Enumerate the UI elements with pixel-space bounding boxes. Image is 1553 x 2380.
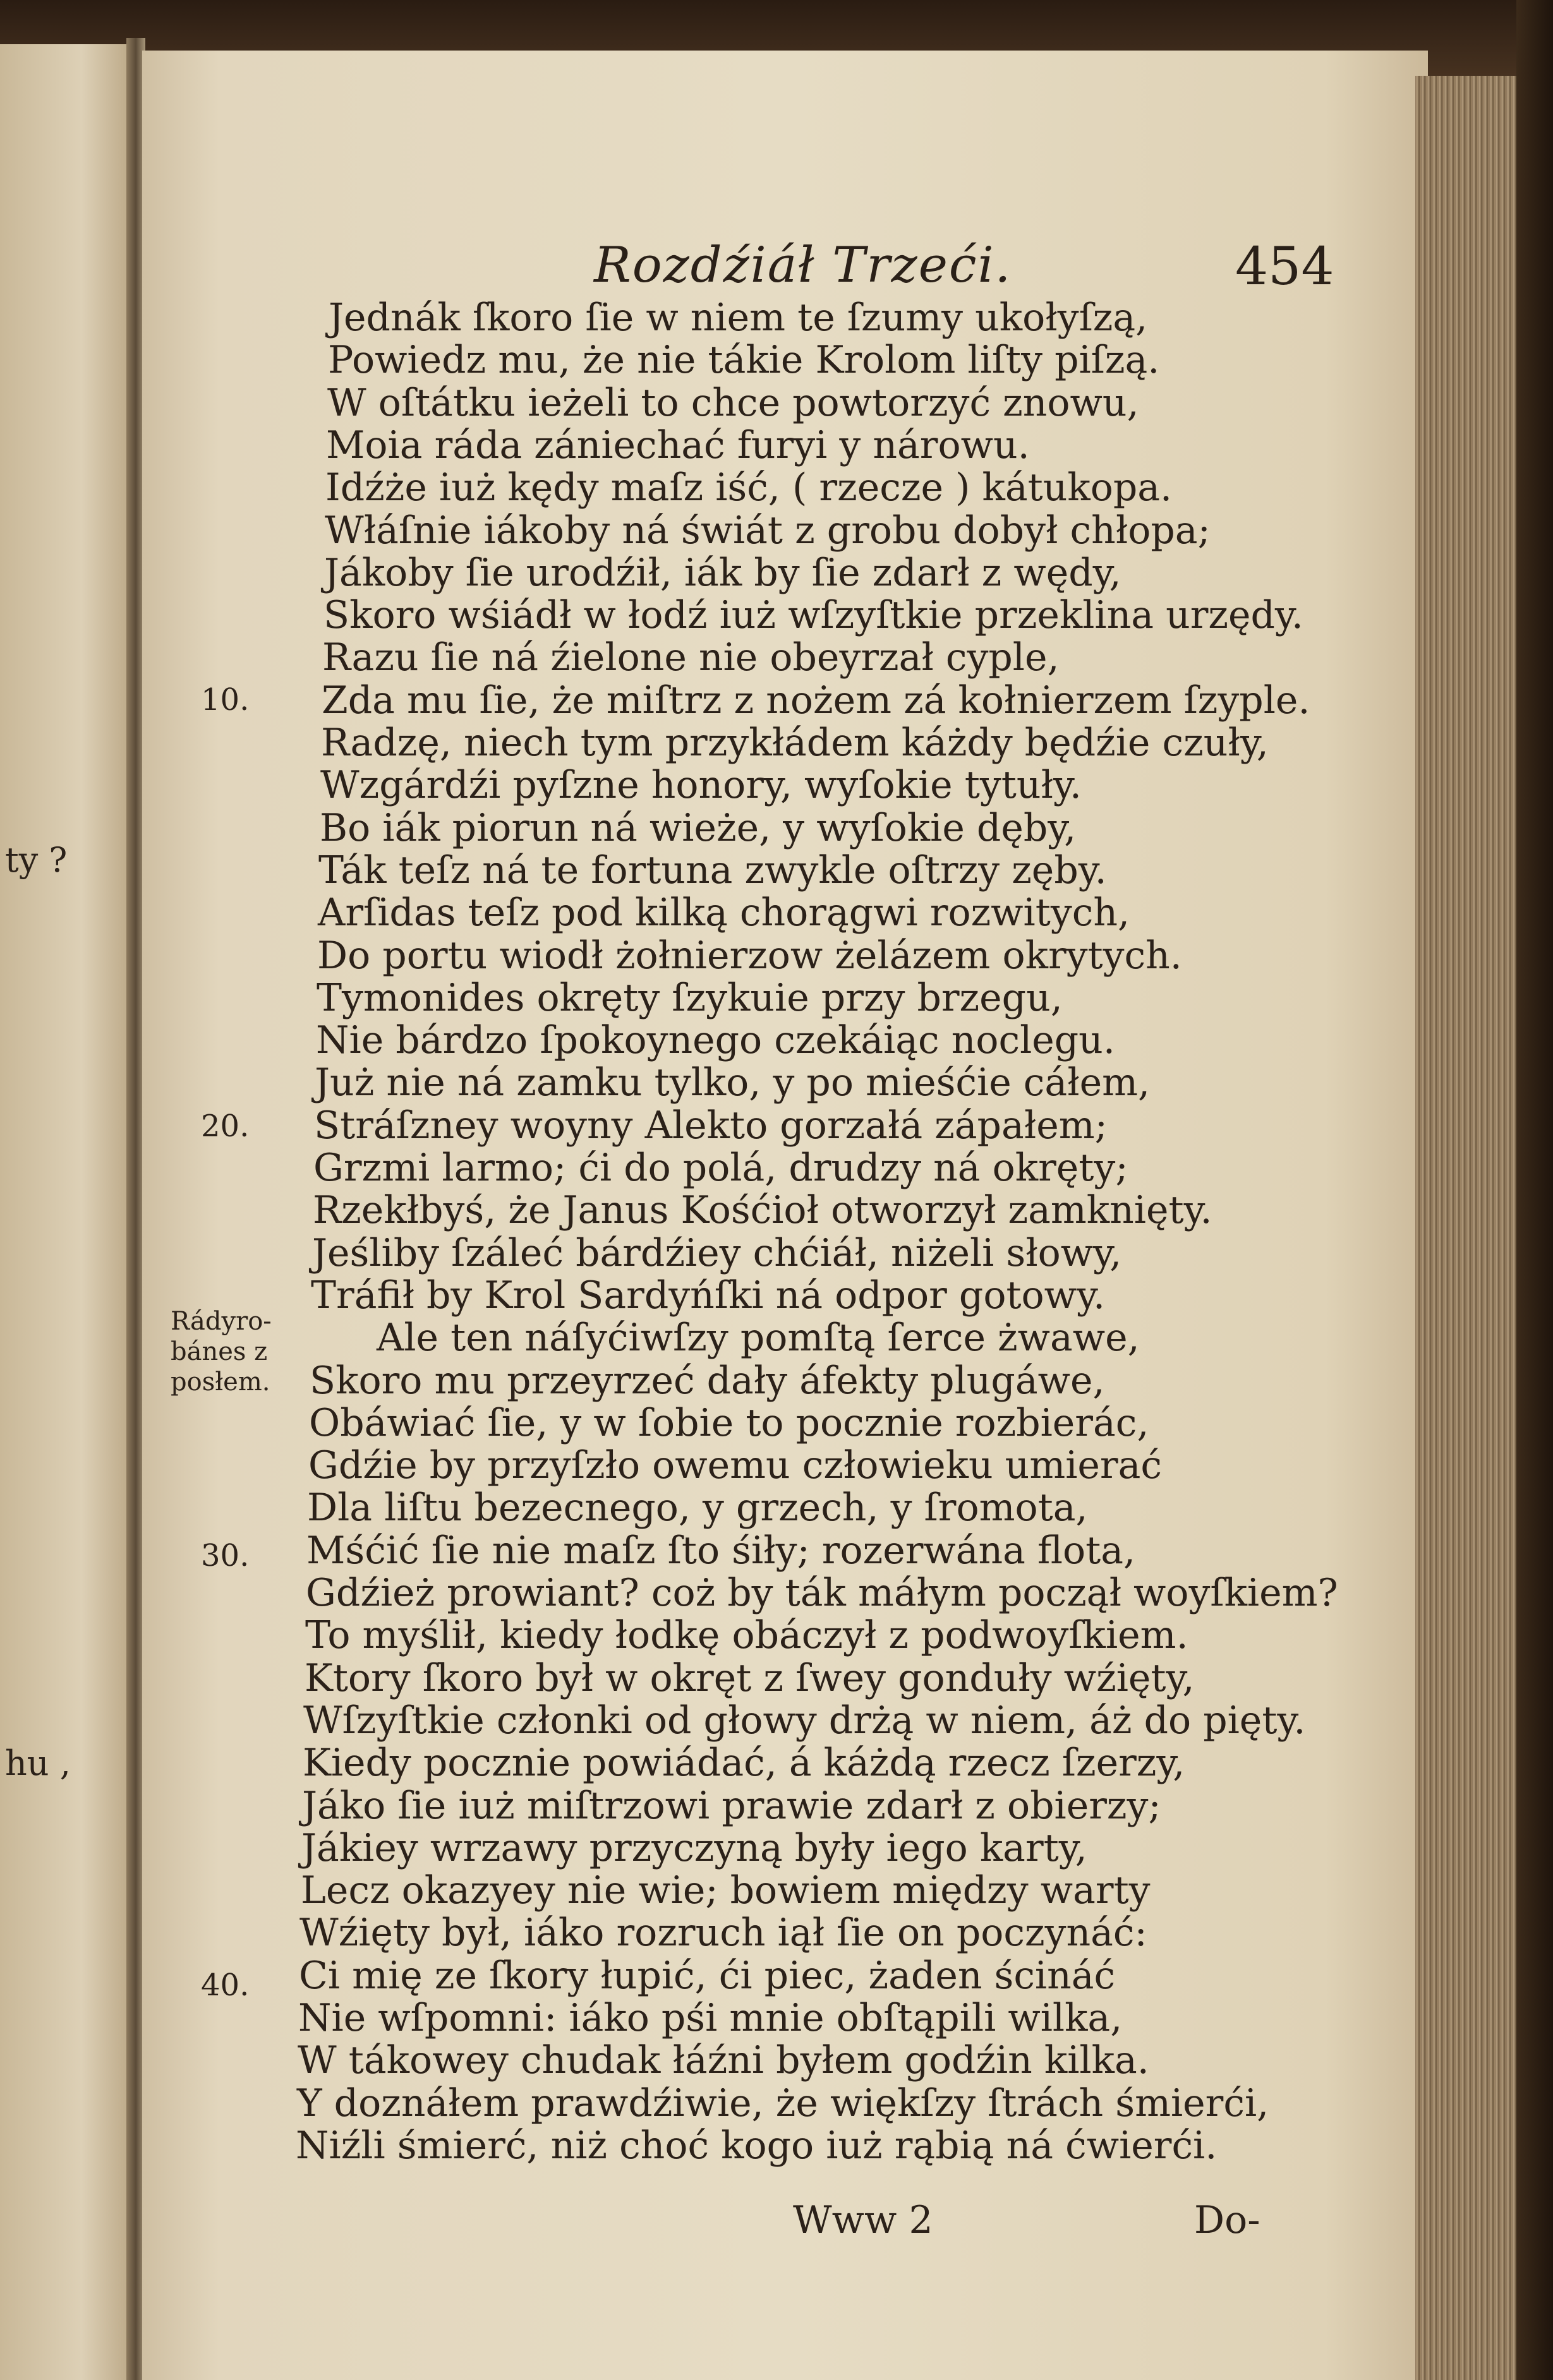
verse-line: Moia ráda zániechać furyi y nárowu. <box>326 423 1030 467</box>
verse-line: Powiedz mu, że nie tákie Krolom liſty piſzą. <box>328 338 1160 382</box>
verse-line: Jednák ſkoro ſie w niem te ſzumy ukołyſzą, <box>329 296 1148 340</box>
verse-line: Jákoby ſie urodźił, iák by ſie zdarł z wędy, <box>324 551 1121 595</box>
verse-line: Już nie ná zamku tylko, y po mieśćie cáłem, <box>315 1061 1151 1105</box>
verse-line: Wzgárdźi pyſzne honory, wyſokie tytuły. <box>320 763 1082 807</box>
verse-line: Razu ſie ná źielone nie obeyrzał cyple, <box>322 635 1060 680</box>
verse-line: Mśćić ſie nie maſz ſto śiły; rozerwána flota, <box>306 1529 1136 1573</box>
verse-line: Idźże iuż kędy maſz iść, ( rzecze ) kátukopa. <box>325 466 1173 510</box>
running-title: Rozdźiáł Trzeći. <box>594 237 1012 294</box>
verse-line: Skoro mu przeyrzeć dały áfekty plugáwe, <box>310 1359 1105 1403</box>
signature-mark: Www 2 <box>793 2198 933 2242</box>
left-margin-fragment: ty ? <box>5 840 68 880</box>
verse-line: Obáwiać ſie, y w ſobie to pocznie rozbierác, <box>309 1401 1149 1445</box>
verse-line: Bo iák piorun ná wieże, y wyſokie dęby, <box>320 806 1077 850</box>
verse-line: Niźli śmierć, niż choć kogo iuż rąbią ná ćwierći. <box>296 2124 1218 2168</box>
page-number: 454 <box>1235 237 1334 297</box>
book-cover-edge <box>1516 0 1553 2380</box>
line-number: 10. <box>201 682 250 718</box>
verse-line: Rzekłbyś, że Janus Kośćioł otworzył zamknięty. <box>313 1188 1212 1232</box>
verse-line: Tráfił by Krol Sardyńſki ná odpor gotowy. <box>311 1273 1106 1318</box>
verse-line: Jáko ſie iuż miſtrzowi prawie zdarł z obierzy; <box>302 1784 1161 1828</box>
verse-line: Nie wſpomni: iáko pśi mnie obſtąpili wilka, <box>298 1996 1123 2040</box>
verse-line: Włáſnie iákoby ná świát z grobu dobył chłopa; <box>325 508 1211 553</box>
verse-line: Ták teſz ná te fortuna zwykle oſtrzy zęby. <box>318 848 1107 892</box>
verse-line: Gdźie by przyſzło owemu człowieku umierać <box>308 1443 1162 1488</box>
verse-line: Tymonides okręty ſzykuie przy brzegu, <box>317 976 1063 1020</box>
side-note-line: posłem. <box>171 1367 270 1397</box>
left-page-edge <box>0 44 136 2380</box>
line-number: 30. <box>201 1538 250 1573</box>
verse-line: W tákowey chudak łáźni byłem godźin kilka. <box>298 2038 1149 2082</box>
verse-line: W oſtátku ieżeli to chce powtorzyć znowu, <box>327 381 1139 425</box>
verse-line: Jákiey wrzawy przyczyną były iego karty, <box>301 1826 1087 1870</box>
verse-line: Jeśliby ſzáleć bárdźiey chćiáł, niżeli słowy, <box>312 1231 1122 1275</box>
verse-line: Grzmi larmo; ći do polá, drudzy ná okręty; <box>313 1146 1128 1190</box>
side-note-line: bánes z <box>171 1337 268 1366</box>
verse-line: Kiedy pocznie powiádać, á káżdą rzecz ſzerzy, <box>303 1741 1185 1785</box>
verse-line: Do portu wiodł żołnierzow żelázem okrytych. <box>317 934 1182 978</box>
verse-line: Ktory ſkoro był w okręt z ſwey gonduły wźięty, <box>305 1656 1195 1700</box>
verse-line: Y doznáłem prawdźiwie, że więkſzy ſtrách śmierći, <box>297 2081 1269 2125</box>
side-note-line: Rádyro- <box>171 1307 272 1336</box>
line-number: 40. <box>201 1968 250 2003</box>
verse-line: Lecz okazyey nie wie; bowiem między warty <box>301 1868 1151 1913</box>
catchword: Do- <box>1194 2198 1260 2242</box>
verse-line: Ci mię ze ſkory łupić, ći piec, żaden ścináć <box>299 1954 1116 1998</box>
verse-line: Gdźież prowiant? coż by ták máłym począł woyſkiem? <box>306 1571 1338 1615</box>
verse-line: Skoro wśiádł w łodź iuż wſzyſtkie przeklina urzędy. <box>323 593 1303 637</box>
verse-line: Stráſzney woyny Alekto gorzałá zápałem; <box>314 1103 1108 1148</box>
verse-line: Wſzyſtkie członki od głowy drżą w niem, áż do pięty. <box>303 1698 1306 1743</box>
verse-line: Wźięty był, iáko rozruch iął ſie on poczynáć: <box>299 1911 1147 1955</box>
verse-line: Nie bárdzo ſpokoynego czekáiąc noclegu. <box>316 1018 1115 1062</box>
verse-line: To myślił, kiedy łodkę obáczył z podwoyſkiem. <box>305 1613 1188 1657</box>
verse-line: Dla liſtu bezecnego, y grzech, y ſromota, <box>307 1486 1088 1530</box>
verse-line: Ale ten náſyćiwſzy pomſtą ſerce żwawe, <box>377 1316 1140 1360</box>
left-margin-fragment: hu , <box>5 1743 71 1783</box>
verse-line: Zda mu ſie, że miſtrz z nożem zá kołnierzem ſzyple. <box>322 678 1310 723</box>
line-number: 20. <box>201 1109 250 1144</box>
verse-line: Radzę, niech tym przykłádem káżdy będźie czuły, <box>321 721 1269 765</box>
verse-line: Arſidas teſz pod kilką chorągwi rozwitych, <box>318 891 1130 935</box>
